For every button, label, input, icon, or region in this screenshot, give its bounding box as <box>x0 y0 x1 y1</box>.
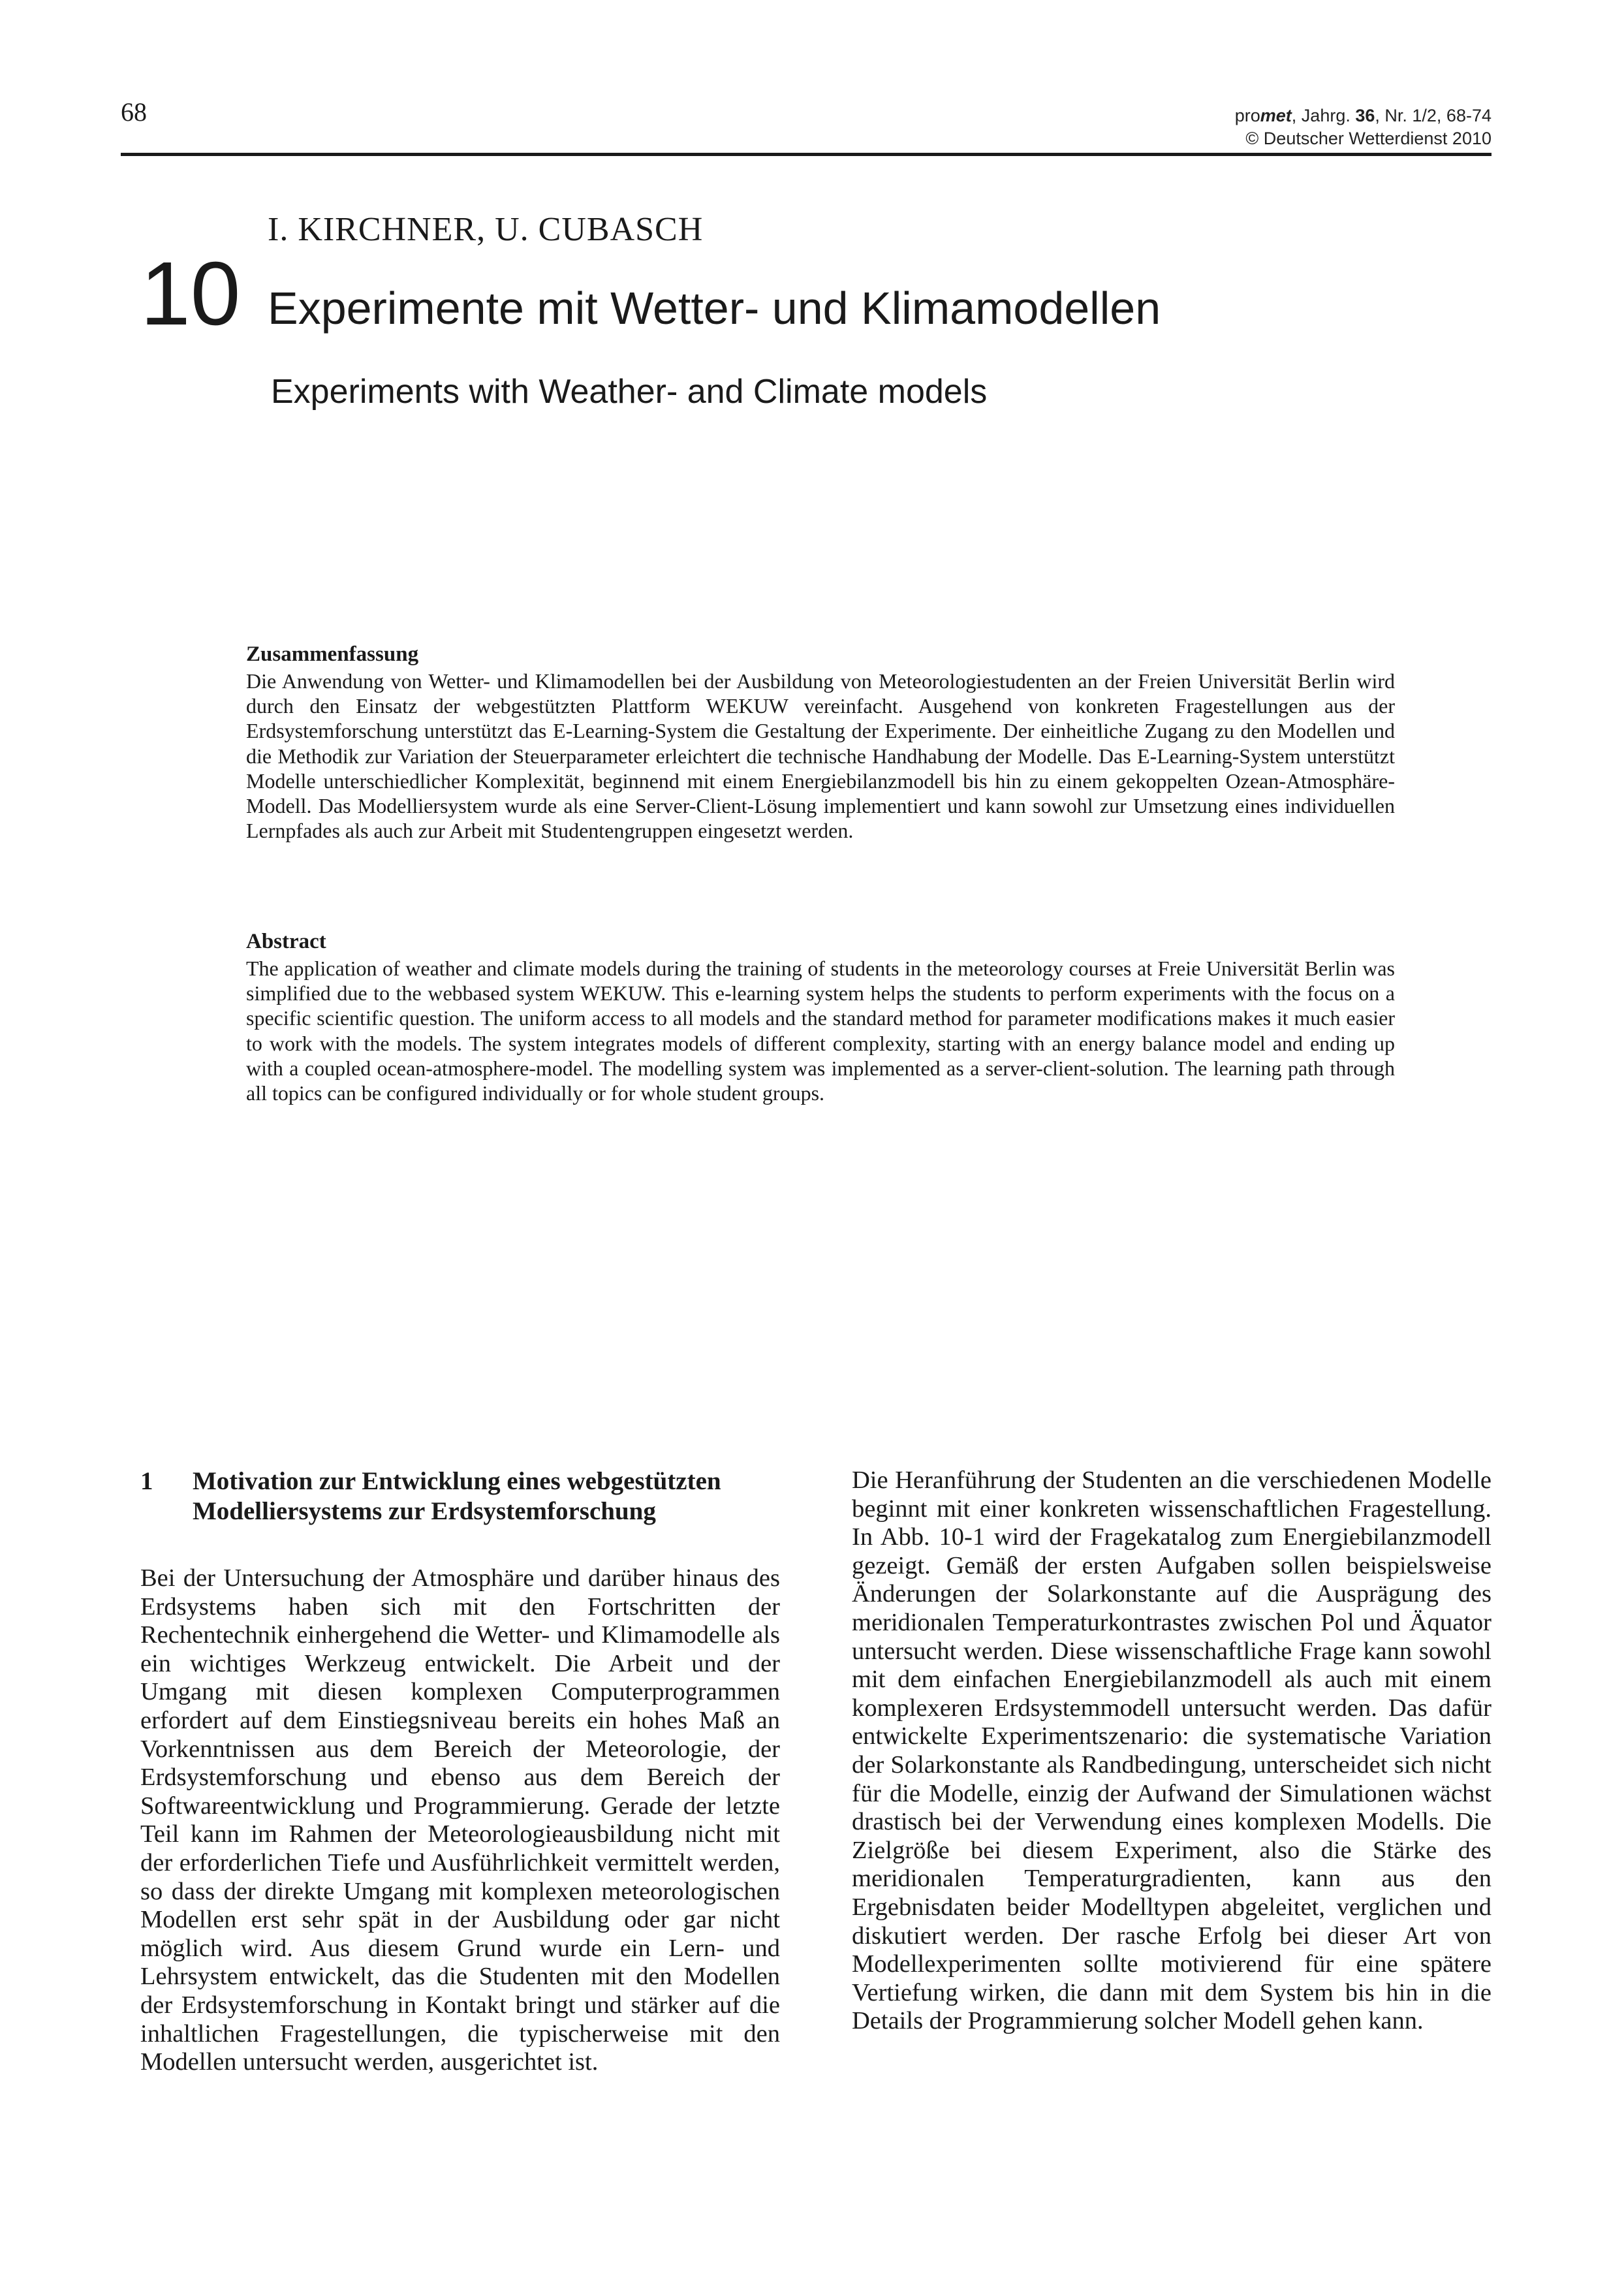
summary-german <box>246 641 1395 843</box>
journal-citation <box>1235 104 1491 150</box>
summary-german-heading: Zusammenfassung <box>246 642 419 666</box>
summary-german-text: Die Anwendung von Wetter- und Klimamodellen bei der Ausbildung von Meteorologiestudenten an der Freien Universität Berlin wird durch den Einsatz der webgestützten Plattform WEKUW vereinfacht. Ausgehend von konkreten Fragestellungen aus der Erdsystemforschung unterstützt das E-Learning-System die Gestaltung der Experimente. Der einheitliche Zugang zu den Modellen und die Methodik zur Variation der Steuerparameter erleichtert die technische Handhabung der Modelle. Das E-Learning-System unterstützt Modelle unterschiedlicher Komplexität, beginnend mit einem Energiebilanzmodell bis hin zu einem gekoppelten Ozean-Atmosphäre-Modell. Das Modelliersystem wurde als eine Server-Client-Lösung implementiert und kann sowohl zur Umsetzung eines individuellen Lernpfades als auch zur Arbeit mit Studentengruppen eingesetzt werden. <box>246 669 1395 843</box>
body-paragraph-right: Die Heranführung der Studenten an die verschiedenen Modelle beginnt mit einer konkreten wissenschaftlichen Fragestellung. In Abb. 10-1 wird der Fragekatalog zum Energiebilanzmodell gezeigt. Gemäß der ersten Aufgaben sollen beispielsweise Änderungen der Solarkonstante auf die Ausprägung des meridionalen Temperaturkontrastes zwischen Pol und Äquator untersucht werden. Diese wissenschaftliche Frage kann sowohl mit dem einfachen Energiebilanzmodell als auch mit einem komplexeren Erdsystemmodell untersucht werden. Das dafür entwickelte Experimentszenario: die systematische Variation der Solarkonstante als Randbedingung, unterscheidet sich nicht für die Modelle, einzig der Aufwand der Simulationen wächst drastisch bei der Verwendung eines komplexen Modells. Die Zielgröße bei diesem Experiment, also die Stärke des meridionalen Temperaturgradienten, kann aus den Ergebnisdaten beider Modelltypen abgeleitet, verglichen und diskutiert werden. Der rasche Erfolg bei dieser Art von Modellexperimenten sollte motivierend für eine spätere Vertiefung wirken, die dann mit dem System bis hin in die Details der Programmierung solcher Modell gehen kann. <box>852 1466 1491 2035</box>
chapter-title-english: Experiments with Weather- and Climate models <box>271 373 988 411</box>
author-list: I. KIRCHNER, U. CUBASCH <box>268 211 704 248</box>
chapter-number: 10 <box>140 244 241 344</box>
section-number: 1 <box>140 1467 153 1495</box>
journal-volume: 36 <box>1355 106 1375 125</box>
copyright-notice: © Deutscher Wetterdienst 2010 <box>1245 129 1491 148</box>
body-paragraph-left: Bei der Untersuchung der Atmosphäre und darüber hinaus des Erdsystems haben sich mit den Fortschritten der Rechentechnik einhergehend die Wetter- und Klimamodelle als ein wichtiges Werkzeug entwickelt. Die Arbeit und der Umgang mit diesen komplexen Computerprogrammen erfordert auf dem Einstiegsniveau bereits ein hohes Maß an Vorkenntnissen aus dem Bereich der Meteorologie, der Erdsystemforschung und ebenso aus dem Bereich der Softwareentwicklung und Programmierung. Gerade der letzte Teil kann im Rahmen der Meteorologieausbildung nicht mit der erforderlichen Tiefe und Ausführlichkeit vermittelt werden, so dass der direkte Umgang mit komplexen meteorologischen Modellen erst sehr spät in der Ausbildung oder gar nicht möglich wird. Aus diesem Grund wurde ein Lern- und Lehrsystem entwickelt, das die Studenten mit den Modellen der Erdsystemforschung in Kontakt bringt und stärker auf die inhaltlichen Fragestellungen, die typischerweise mit den Modellen untersucht werden, ausgerichtet ist. <box>140 1564 780 2076</box>
body-column-left <box>140 1466 780 2077</box>
section-heading <box>140 1466 780 1527</box>
body-column-right <box>852 1466 1491 2036</box>
section-title: Motivation zur Entwicklung eines webgestützten Modelliersystems zur Erdsystemforschung <box>193 1467 721 1525</box>
header-divider <box>121 153 1491 156</box>
journal-details-2: , Nr. 1/2, 68-74 <box>1375 106 1491 125</box>
abstract-english-heading: Abstract <box>246 930 326 953</box>
journal-name-prefix: pro <box>1234 106 1260 125</box>
abstract-english <box>246 928 1395 1105</box>
page-number: 68 <box>121 97 147 127</box>
chapter-title-german: Experimente mit Wetter- und Klimamodellen <box>268 283 1161 334</box>
journal-details-1: , Jahrg. <box>1291 106 1356 125</box>
journal-name-suffix: met <box>1260 106 1292 125</box>
journal-reference <box>1235 104 1491 127</box>
abstract-english-text: The application of weather and climate models during the training of students in the meteorology courses at Freie Universität Berlin was simplified due to the webbased system WEKUW. This e-learning system helps the students to perform experiments with the focus on a specific scientific question. The uniform access to all models and the standard method for parameter modifications makes it much easier to work with the models. The system integrates models of different complexity, starting with an energy balance model and ending up with a coupled ocean-atmosphere-model. The modelling system was implemented as a server-client-solution. The learning path through all topics can be configured individually or for whole student groups. <box>246 957 1395 1105</box>
